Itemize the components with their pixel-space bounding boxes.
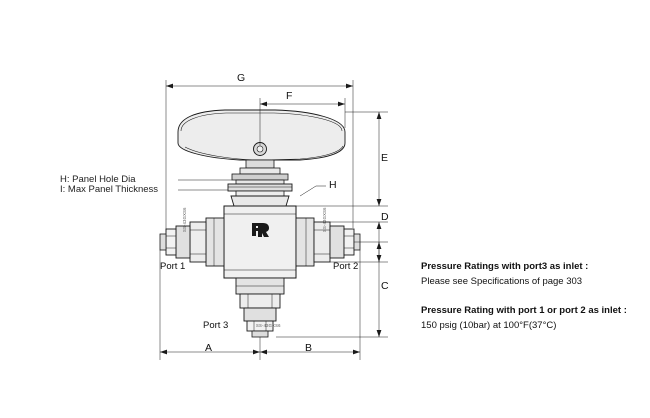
handle-assembly <box>178 110 345 206</box>
dimension-label-f: F <box>286 90 293 102</box>
dimension-label-c: C <box>381 280 389 292</box>
dimension-label-b: B <box>305 342 313 354</box>
port2-label: Port 2 <box>333 261 359 272</box>
dimension-label-h: H <box>329 179 337 191</box>
note-2-heading: Pressure Rating with port 1 or port 2 as inlet : <box>421 305 627 316</box>
body-logo <box>252 223 269 237</box>
dimension-label-e: E <box>381 152 389 164</box>
dimension-label-g: G <box>237 72 246 84</box>
port1-label: Port 1 <box>160 261 186 272</box>
panel-thickness-note: I: Max Panel Thickness <box>60 184 159 195</box>
note-1-heading: Pressure Ratings with port3 as inlet : <box>421 261 589 272</box>
dimension-label-a: A <box>205 342 213 354</box>
port1-fitting <box>160 218 224 266</box>
valve-body <box>224 206 296 278</box>
body-mark-right: SS-43GXS6 <box>322 207 327 232</box>
port3-fitting <box>236 278 284 337</box>
port3-label: Port 3 <box>203 320 229 331</box>
body-mark-bottom: SS-43GXS6 <box>256 323 281 328</box>
port2-fitting <box>296 218 360 266</box>
body-mark-left: SS-43GXS6 <box>182 207 187 232</box>
dimension-label-d: D <box>381 211 389 223</box>
note-2-body: 150 psig (10bar) at 100°F(37°C) <box>421 320 557 331</box>
panel-hole-note: H: Panel Hole Dia <box>60 174 136 185</box>
note-1-body: Please see Specifications of page 303 <box>421 276 583 287</box>
